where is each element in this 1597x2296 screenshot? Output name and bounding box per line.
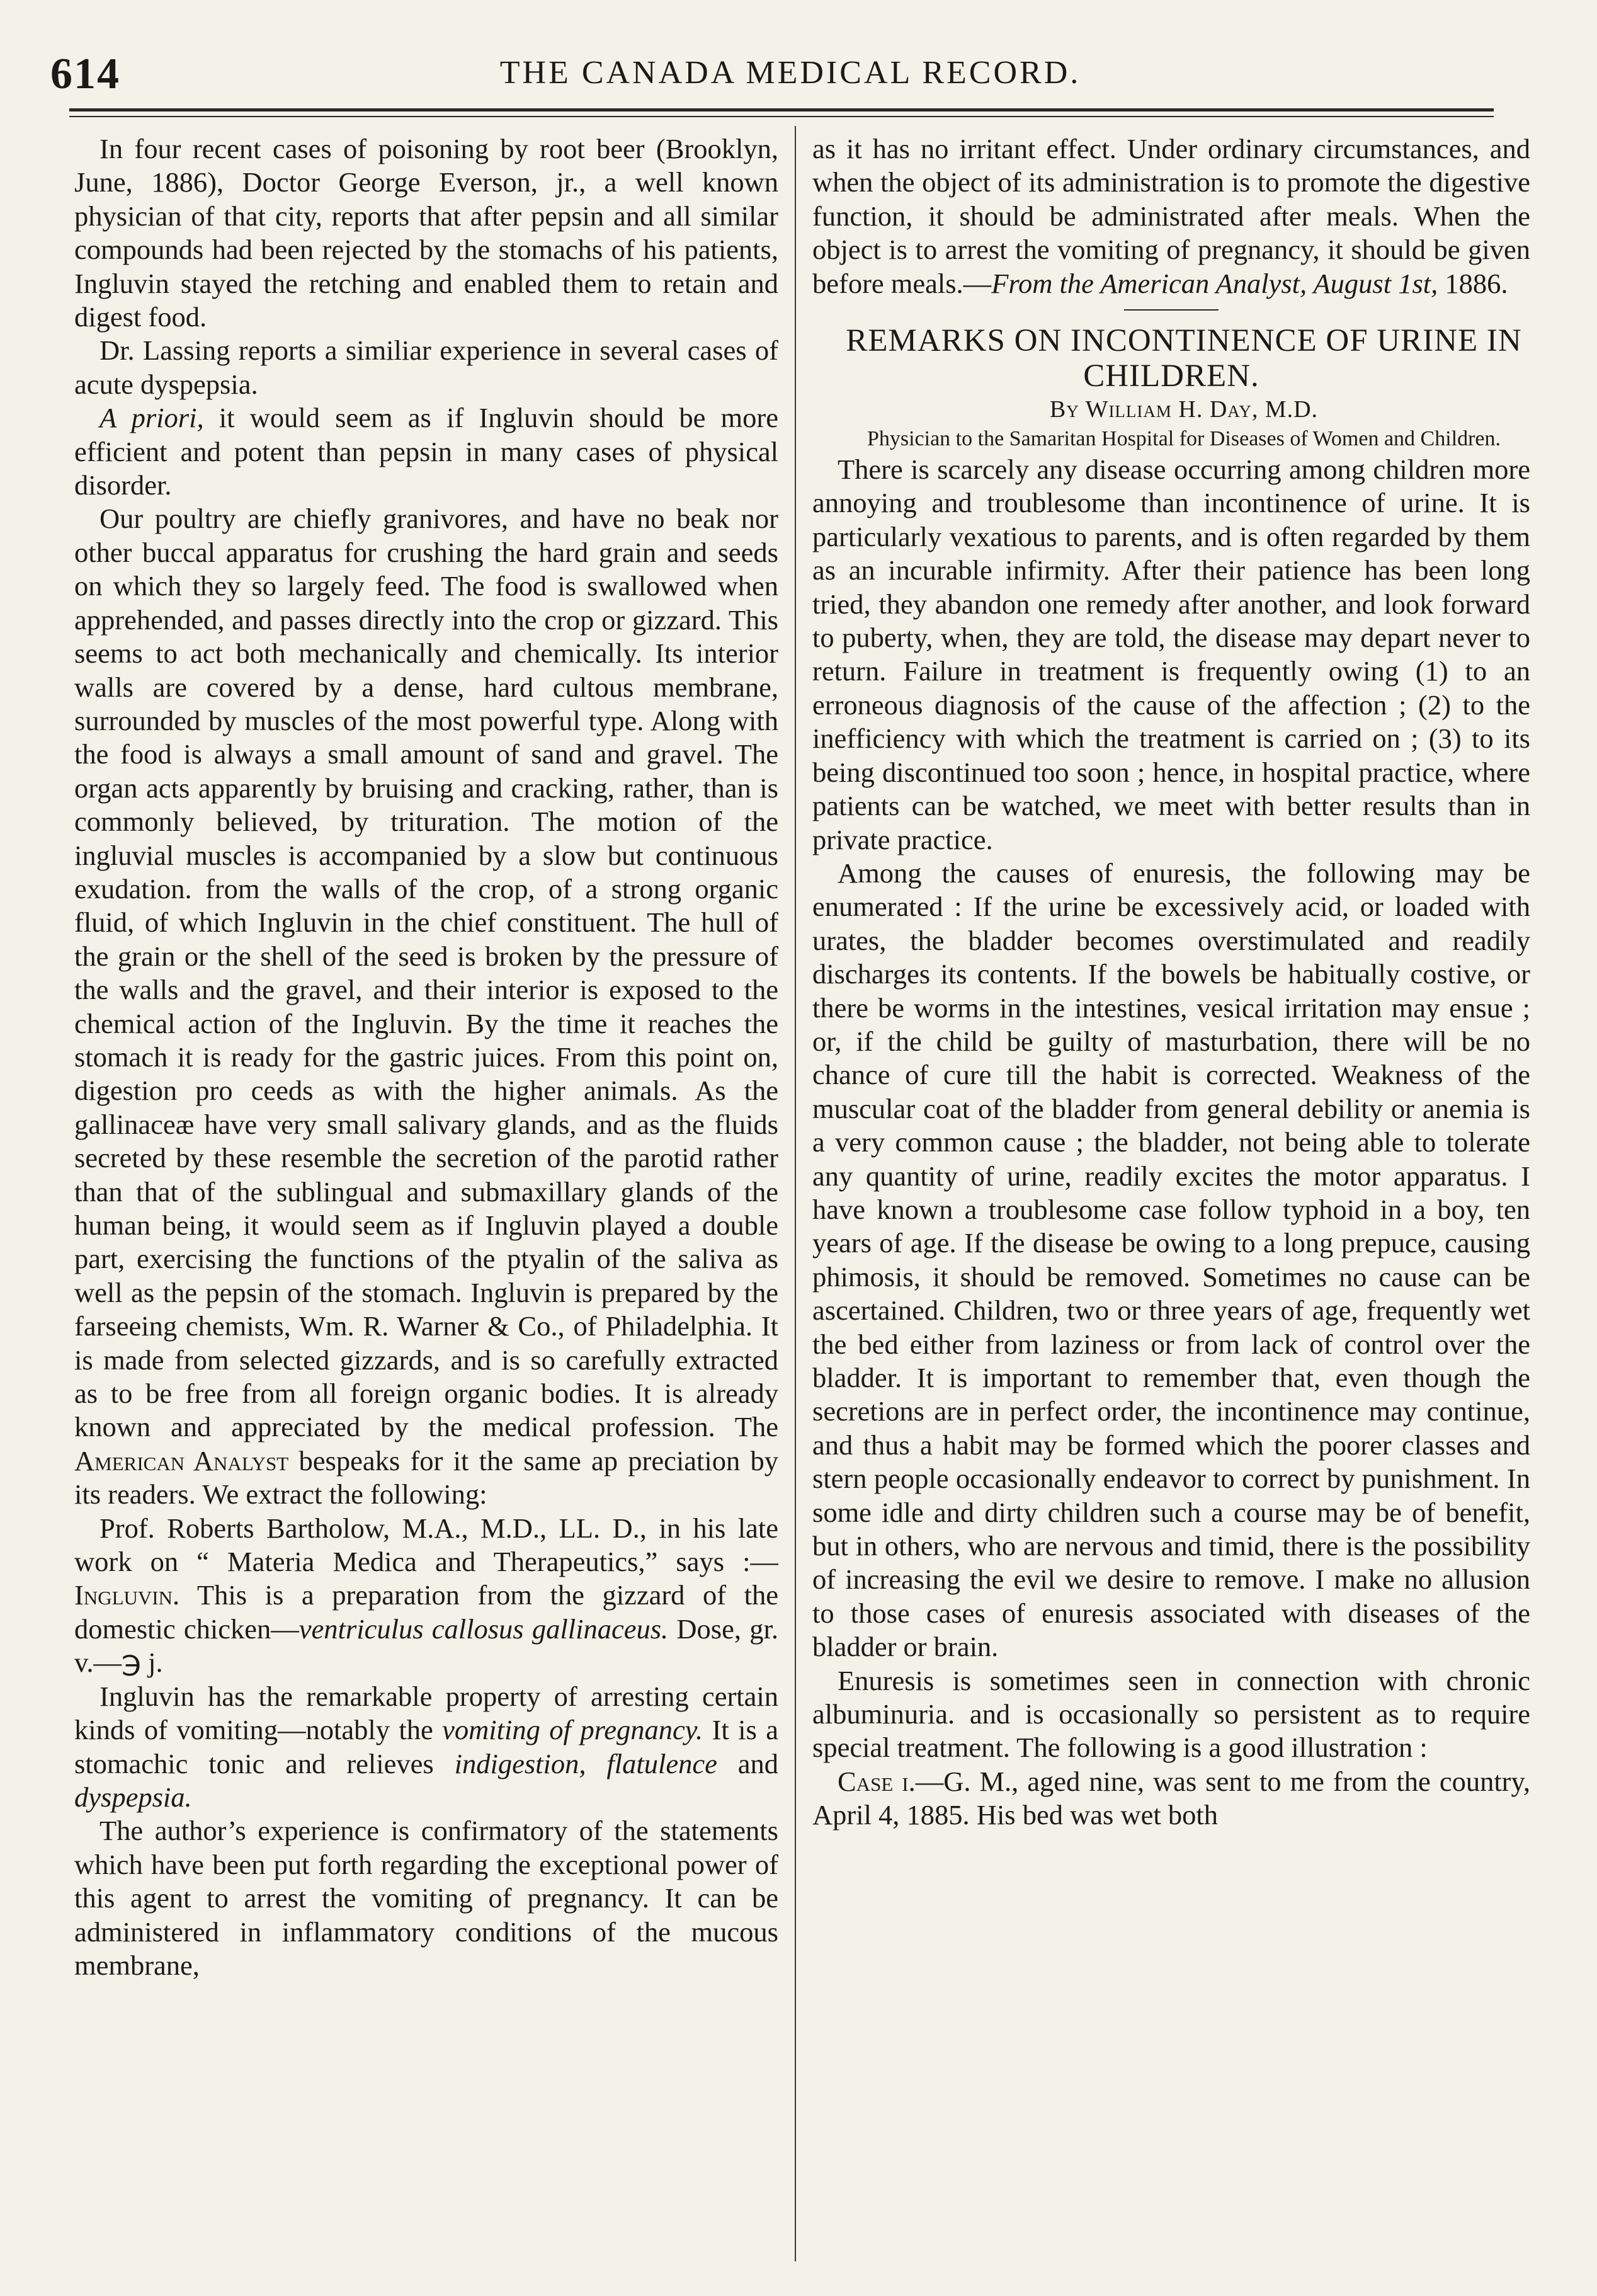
paragraph [74, 401, 778, 502]
source-citation: From the American Analyst, August 1st, [991, 267, 1438, 299]
section-rule [1124, 309, 1219, 311]
italic-phrase: dyspepsia. [74, 1781, 192, 1813]
paragraph: Among the causes of enuresis, the following may be enumerated : If the urine be excessively acid, or loaded with urates, the bladder becomes overstimulated and readily discharges its contents. If the bowels be habitually costive, or there be worms in the intestines, vesical irritation may ensue ; or, if the child be guilty of masturbation, there will be no chance of cure till the habit is corrected. Weakness of the muscular coat of the bladder from general debility or anemia is a very common cause ; the bladder, not being able to tolerate any quantity of urine, readily excites the motor apparatus. I have known a troublesome case follow typhoid in a boy, ten years of age. If the disease be owing to a long prepuce, causing phimosis, it should be removed. Sometimes no cause can be ascertained. Children, two or three years of age, frequently wet the bed either from laziness or from lack of control over the bladder. It is important to remember that, even though the secretions are in perfect order, the incontinence may continue, and thus a habit may be formed which the poorer classes and stern people occasionally endeavor to correct by punishment. In some idle and dirty children such a course may be of benefit, but in others, who are nervous and timid, there is the possibility of increasing the evil we desire to remove. I make no allusion to those cases of enuresis associated with diseases of the bladder or brain. [812, 857, 1530, 1663]
case-label: Case i. [838, 1765, 916, 1797]
paragraph-text: Our poultry are chiefly granivores, and have no beak nor other buccal apparatus for crushing the hard grain and seeds on which they so largely feed. The food is swallowed when apprehended, and passes directly into the crop or gizzard. This seems to act both mechanically and chemically. Its interior walls are covered by a dense, hard cultous membrane, surrounded by muscles of the most powerful type. Along with the food is always a small amount of sand and gravel. The organ acts apparently by bruising and cracking, rather, than is commonly believed, by trituration. The motion of the ingluvial muscles is accompanied by a slow but continuous exudation. from the walls of the crop, of a strong organic fluid, of which Ingluvin in the chief constituent. The hull of the grain or the shell of the seed is broken by the pressure of the walls and the gravel, and their interior is exposed to the chemical action of the Ingluvin. By the time it reaches the stomach it is ready for the gastric juices. From this point on, digestion pro ceeds as with the higher animals. As the gallinaceæ have very small salivary glands, and as the fluids secreted by these resemble the secretion of the parotid rather than that of the sublingual and submaxillary glands of the human being, it would seem as if Ingluvin played a double part, exercising the functions of the ptyalin of the saliva as well as the pepsin of the stomach. Ingluvin is prepared by the farseeing chemists, Wm. R. Warner & Co., of Philadelphia. It is made from selected gizzards, and is so carefully extracted as to be free from all foreign organic bodies. It is already known and appreciated by the medical profession. The [74, 503, 778, 1443]
running-title: THE CANADA MEDICAL RECORD. [499, 55, 1081, 91]
paragraph: There is scarcely any disease occurring among children more annoying and troublesome than incontinence of urine. It is particularly vexatious to parents, and is often regarded by them as an incurable infirmity. After their patience has been long tried, they abandon one remedy after another, and look forward to puberty, when, they are told, the disease may depart never to return. Failure in treatment is frequently owing (1) to an erroneous diagnosis of the cause of the affection ; (2) to the inefficiency with which the treatment is carried on ; (3) to its being discontinued too soon ; hence, in hospital practice, where patients can be watched, we meet with better results than in private practice. [812, 454, 1530, 855]
paragraph-text: It is a stomachic tonic and relieves [74, 1714, 778, 1779]
header-rule [69, 108, 1494, 111]
paragraph-text: 1886. [1438, 267, 1508, 299]
paragraph-text: This is a preparation from the gizzard of the domestic chicken— [74, 1579, 778, 1645]
left-column [74, 132, 778, 2287]
dose-text: Dose, gr. v.—℈ j. [74, 1613, 778, 1679]
article-title: REMARKS ON INCONTINENCE OF URINE IN CHILDREN. [846, 323, 1522, 394]
paragraph-text: as it has no irritant effect. Under ordinary circumstances, and when the object of its administration is to promote the digestive function, it should be administrated after meals. When the object is to arrest the vomiting of pregnancy, it should be given before meals.— [812, 133, 1530, 299]
paragraph [74, 502, 778, 1511]
page-number: 614 [50, 50, 120, 98]
paragraph [812, 1765, 1530, 1832]
paragraph-text: Prof. Roberts Bartholow, M.A., M.D., LL. D., in his late work on “ Materia Medica and Therapeutics,” says :— [74, 1512, 778, 1578]
paragraph-text: bespeaks for it the same ap preciation by its readers. We extract the following: [74, 1444, 778, 1511]
italic-phrase: vomiting of pregnancy. [442, 1714, 703, 1746]
paragraph [74, 1512, 778, 1680]
paragraph-text: and [717, 1747, 778, 1779]
paragraph-text: Ingluvin has the remarkable property of arresting certain kinds of vomiting—notably the [74, 1680, 778, 1746]
author-affiliation: Physician to the Samaritan Hospital for Diseases of Women and Children. [867, 427, 1501, 451]
paragraph: Enuresis is sometimes seen in connection with chronic albuminuria. and is occasionally so persistent as to require special treatment. The following is a good illustration : [812, 1664, 1530, 1764]
term-heading: Ingluvin. [74, 1579, 180, 1611]
paragraph: In four recent cases of poisoning by root beer (Brooklyn, June, 1886), Doctor George Everson, jr., a well known physician of that city, reports that after pepsin and all similar compounds had been rejected by the stomachs of his patients, Ingluvin stayed the retching and enabled them to retain and digest food. [74, 133, 778, 333]
paragraph: Dr. Lassing reports a similiar experience in several cases of acute dyspepsia. [74, 334, 778, 400]
italic-phrase: indigestion, flatulence [454, 1747, 717, 1779]
paragraph: The author’s experience is confirmatory of the statements which have been put forth regarding the exceptional power of this agent to arrest the vomiting of pregnancy. It can be administered in inflammatory conditions of the mucous membrane, [74, 1815, 778, 1981]
page-header [50, 45, 1530, 108]
italic-phrase: A priori, [99, 402, 204, 434]
paragraph [812, 132, 1530, 300]
column-divider [795, 126, 796, 2261]
byline: By William H. Day, M.D. [1049, 396, 1319, 423]
paragraph-text: —G. M., aged nine, was sent to me from the country, April 4, 1885. His bed was wet both [812, 1765, 1530, 1831]
header-rule-thin [69, 116, 1494, 117]
paragraph [74, 1680, 778, 1815]
latin-term: ventriculus callosus gallinaceus. [298, 1613, 669, 1645]
paragraph-text: it would seem as if Ingluvin should be more efficient and potent than pepsin in many cases of physical disorder. [74, 402, 778, 501]
right-column [812, 132, 1530, 2287]
journal-name: American Analyst [74, 1444, 289, 1476]
